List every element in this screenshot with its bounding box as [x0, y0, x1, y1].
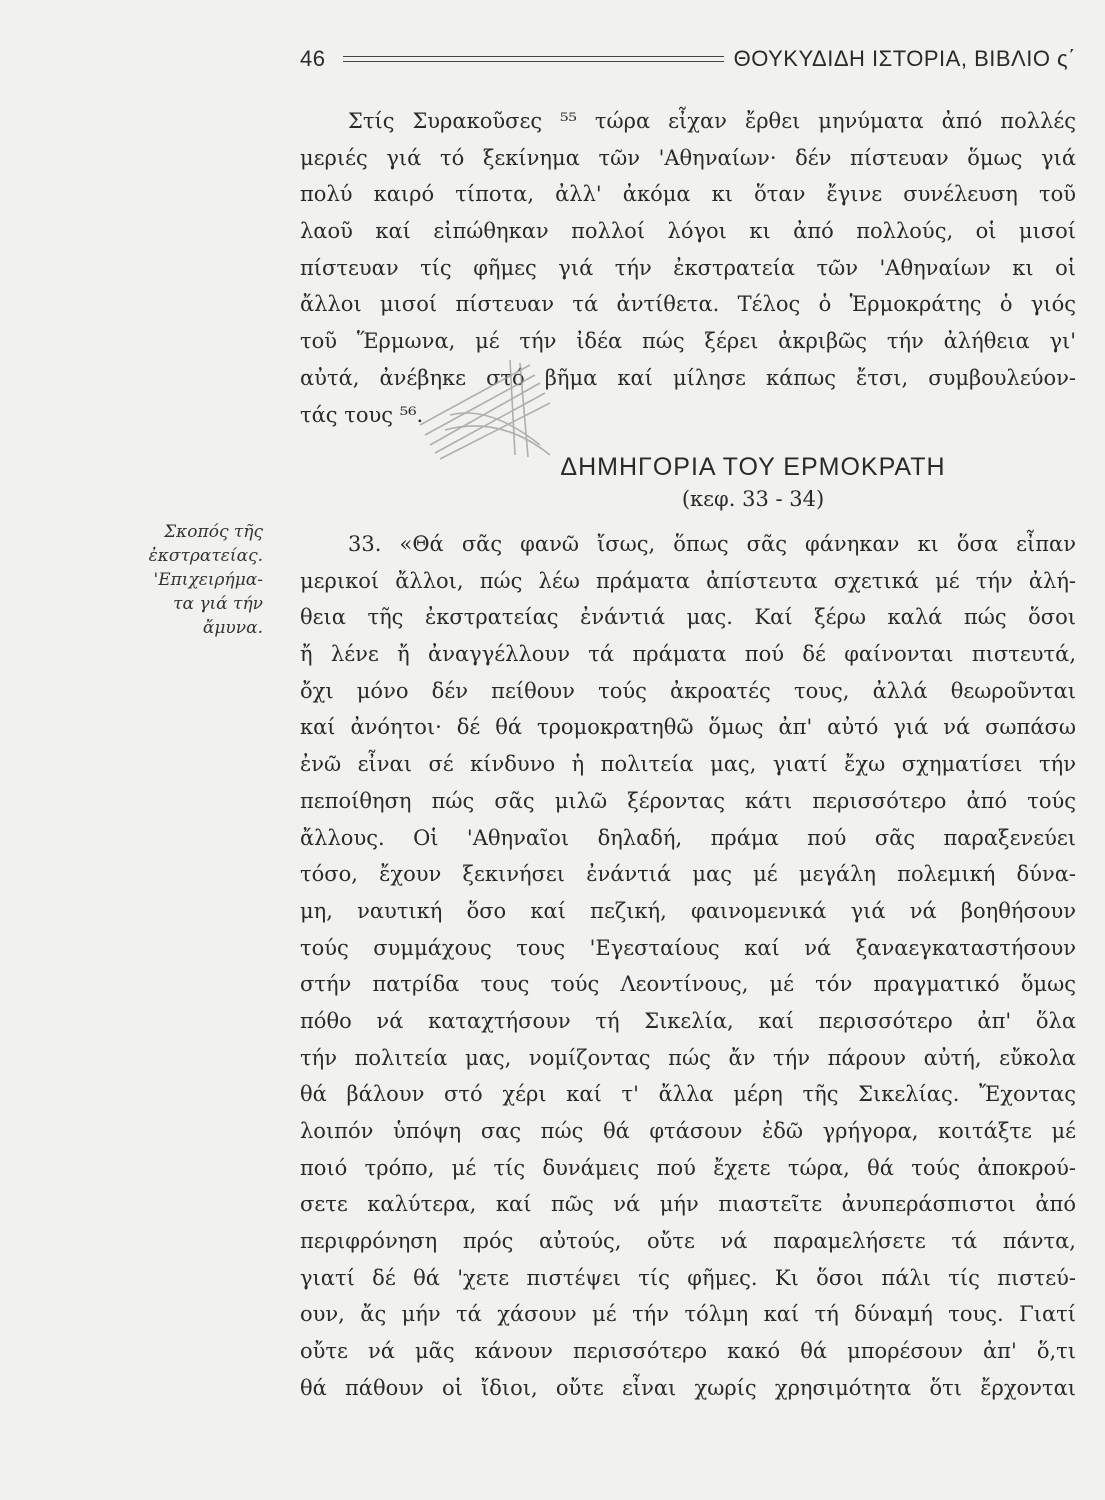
text-line: μη, ναυτική ὅσο καί πεζική, φαινομενικά γιά νά βοηθήσουν — [300, 898, 1076, 923]
text-line: ἄλλοι μισοί πίστευαν τά ἀντίθετα. Τέλος ὁ Ἑρμοκράτης ὁ γιός — [300, 292, 1076, 317]
pen-scribble-mark — [410, 355, 570, 465]
text-line: θά βάλουν στό χέρι καί τ' ἄλλα μέρη τῆς Σικελίας. Ἔχοντας — [300, 1082, 1076, 1107]
text-line: τήν πολιτεία μας, νομίζοντας πώς ἄν τήν πάρουν αὐτή, εὔκολα — [300, 1045, 1076, 1070]
header-rule — [343, 56, 723, 62]
text-line: ἄλλους. Οἱ 'Αθηναῖοι δηλαδή, πράμα πού σᾶς παραξενεύει — [300, 825, 1076, 850]
margin-note-line: ἐκστρατείας. — [148, 546, 263, 566]
margin-note-line: τα γιά τήν — [173, 594, 263, 614]
text-line: στήν πατρίδα τους τούς Λεοντίνους, μέ τόν πραγματικό ὅμως — [300, 972, 1076, 997]
text-line: λαοῦ καί εἰπώθηκαν πολλοί λόγοι κι ἀπό πολλούς, οἱ μισοί — [300, 219, 1076, 244]
margin-note-line: ἄμυνα. — [202, 618, 263, 638]
text-line: τοῦ Ἕρμωνα, μέ τήν ἰδέα πώς ξέρει ἀκριβῶς τήν ἀλήθεια γι' — [300, 329, 1076, 354]
text-line: ὄχι μόνο δέν πείθουν τούς ἀκροατές τους, ἀλλά θεωροῦνται — [300, 678, 1076, 703]
section-header — [300, 450, 1076, 514]
text-line: τόσο, ἔχουν ξεκινήσει ἐνάντιά μας μέ μεγάλη πολεμική δύνα- — [300, 862, 1076, 887]
margin-note-line: 'Επιχειρήμα- — [153, 570, 263, 590]
section-subheading: (κεφ. 33 - 34) — [681, 487, 825, 511]
text-line: μεριές γιά τό ξεκίνημα τῶν 'Αθηναίων· δέν πίστευαν ὅμως γιά — [300, 145, 1076, 170]
text-line: Στίς Συρακοῦσες ⁵⁵ τώρα εἶχαν ἔρθει μηνύματα ἀπό πολλές — [348, 109, 1076, 133]
margin-note — [118, 520, 263, 640]
text-line: θεια τῆς ἐκστρατείας ἐνάντιά μας. Καί ξέρω καλά πώς ὅσοι — [300, 605, 1076, 630]
text-line: ποιό τρόπο, μέ τίς δυνάμεις πού ἔχετε τώρα, θά τούς ἀποκρού- — [300, 1155, 1076, 1180]
running-title: ΘΟΥΚΥΔΙΔΗ ΙΣΤΟΡΙΑ, ΒΙΒΛΙΟ ς΄ — [733, 46, 1076, 71]
text-line: σετε καλύτερα, καί πῶς νά μήν πιαστεῖτε ἀνυπεράσπιστοι ἀπό — [300, 1192, 1076, 1217]
text-line: μερικοί ἄλλοι, πώς λέω πράματα ἀπίστευτα σχετικά μέ τήν ἀλή- — [300, 568, 1076, 593]
text-line: περιφρόνηση πρός αὐτούς, οὔτε νά παραμελήσετε τά πάντα, — [300, 1229, 1076, 1254]
text-line: ἐνῶ εἶναι σέ κίνδυνο ἡ πολιτεία μας, γιατί ἔχω σχηματίσει τήν — [300, 752, 1076, 777]
text-line: πόθο νά καταχτήσουν τή Σικελία, καί περισσότερο ἀπ' ὅλα — [300, 1008, 1076, 1033]
text-line: τάς τους ⁵⁶. — [300, 402, 424, 427]
text-line: τούς συμμάχους τους 'Εγεσταίους καί νά ξαναεγκαταστήσουν — [300, 935, 1076, 960]
text-line: αὐτά, ἀνέβηκε στό βῆμα καί μίλησε κάπως ἔτσι, συμβουλεύον- — [300, 365, 1076, 390]
text-line: θά πάθουν οἱ ἴδιοι, οὔτε εἶναι χωρίς χρησιμότητα ὅτι ἔρχονται — [300, 1375, 1076, 1400]
text-line: 33. «Θά σᾶς φανῶ ἴσως, ὅπως σᾶς φάνηκαν κι ὅσα εἶπαν — [348, 532, 1076, 556]
paragraph-2 — [300, 526, 1076, 1407]
text-line: πολύ καιρό τίποτα, ἀλλ' ἀκόμα κι ὅταν ἔγινε συνέλευση τοῦ — [300, 182, 1076, 207]
text-line: πεποίθηση πώς σᾶς μιλῶ ξέροντας κάτι περισσότερο ἀπό τούς — [300, 788, 1076, 813]
text-line: καί ἀνόητοι· δέ θά τρομοκρατηθῶ ὅμως ἀπ' αὐτό γιά νά σωπάσω — [300, 715, 1076, 740]
page-number: 46 — [300, 46, 326, 71]
text-line: λοιπόν ὑπόψη σας πώς θά φτάσουν ἐδῶ γρήγορα, κοιτάξτε μέ — [300, 1119, 1076, 1143]
page-header — [300, 44, 1076, 74]
margin-note-line: Σκοπός τῆς — [164, 522, 263, 542]
text-line: οὔτε νά μᾶς κάνουν περισσότερο κακό θά μπορέσουν ἀπ' ὅ,τι — [300, 1339, 1076, 1364]
text-line: ουν, ἄς μήν τά χάσουν μέ τήν τόλμη καί τή δύναμή τους. Γιατί — [300, 1302, 1076, 1327]
text-line: γιατί δέ θά 'χετε πιστέψει τίς φῆμες. Κι ὅσοι πάλι τίς πιστεύ- — [300, 1265, 1076, 1290]
text-line: πίστευαν τίς φῆμες γιά τήν ἐκστρατεία τῶν 'Αθηναίων κι οἱ — [300, 255, 1076, 280]
text-line: ἤ λένε ἤ ἀναγγέλλουν τά πράματα πού δέ φαίνονται πιστευτά, — [300, 642, 1076, 667]
section-heading: ΔΗΜΗΓΟΡΙΑ ΤΟΥ ΕΡΜΟΚΡΑΤΗ — [560, 453, 946, 481]
